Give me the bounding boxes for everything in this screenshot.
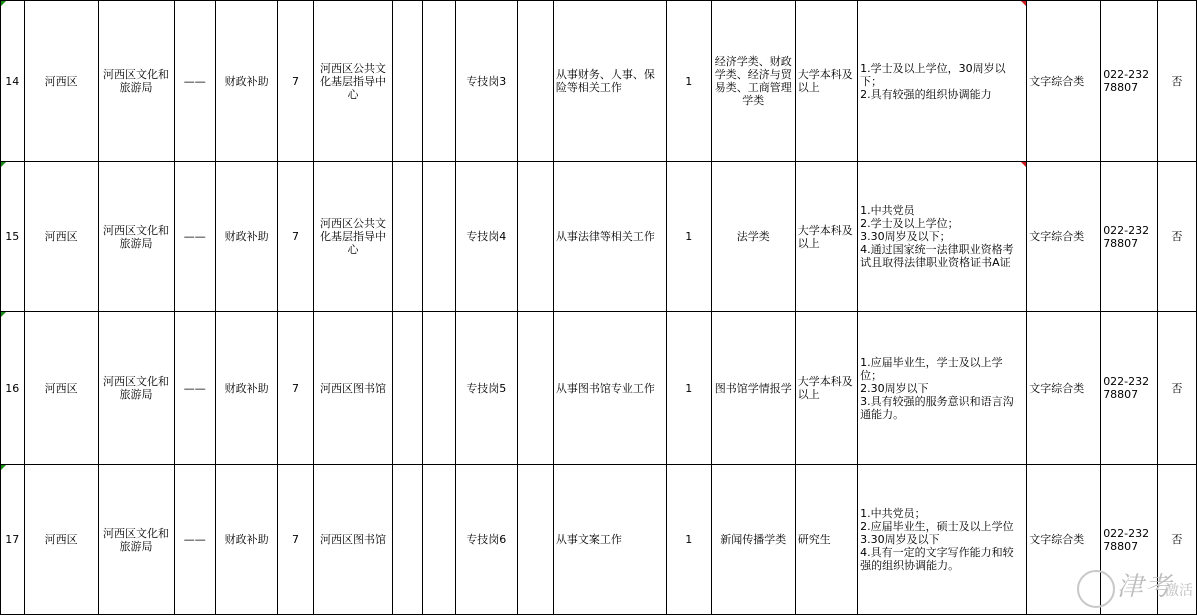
table-row [1, 1, 1197, 162]
watermark-activate: 激活 [1165, 583, 1193, 599]
cell-code: 7 [278, 1, 313, 162]
cell-major: 新闻传播学类 [711, 465, 795, 615]
cell-e1 [393, 312, 422, 465]
cell-count: 1 [666, 465, 711, 615]
cell-edu: 研究生 [795, 465, 857, 615]
cell-phone: 022-23278807 [1101, 465, 1157, 615]
cell-exam: 文字综合类 [1027, 312, 1101, 465]
comment-marker [1, 312, 6, 317]
cell-code: 7 [278, 465, 313, 615]
cell-count: 1 [666, 162, 711, 312]
comment-marker [1, 1, 6, 6]
cell-major: 经济学类、财政学类、经济与贸易类、工商管理学类 [711, 1, 795, 162]
cell-code: 7 [278, 162, 313, 312]
cell-flag: 否 [1157, 465, 1196, 615]
cell-phone: 022-23278807 [1101, 312, 1157, 465]
cell-district: 河西区 [24, 312, 98, 465]
cell-funding: 财政补助 [215, 465, 277, 615]
cell-post: 专技岗5 [455, 312, 517, 465]
cell-req: 1.应届毕业生，学士及以上学位； 2.30周岁以下 3.具有较强的服务意识和语言沟通能力。 [858, 312, 1027, 465]
cell-edu: 大学本科及以上 [795, 1, 857, 162]
cell-post: 专技岗4 [455, 162, 517, 312]
cell-district: 河西区 [24, 162, 98, 312]
cell-district: 河西区 [24, 465, 98, 615]
cell-edu: 大学本科及以上 [795, 312, 857, 465]
cell-no: 16 [1, 312, 25, 465]
cell-dept: 河西区文化和旅游局 [98, 312, 174, 465]
cell-funding: 财政补助 [215, 1, 277, 162]
cell-unit: 河西区图书馆 [313, 465, 393, 615]
cell-post: 专技岗3 [455, 1, 517, 162]
cell-dept: 河西区文化和旅游局 [98, 162, 174, 312]
cell-req: 1.中共党员 2.学士及以上学位； 3.30周岁及以下； 4.通过国家统一法律职业资格考试且取得法律职业资格证书A证 [858, 162, 1027, 312]
cell-duty: 从事图书馆专业工作 [553, 312, 666, 465]
cell-dash: —— [174, 312, 215, 465]
cell-flag: 否 [1157, 1, 1196, 162]
cell-dash: —— [174, 162, 215, 312]
cell-e1 [393, 465, 422, 615]
cell-post: 专技岗6 [455, 465, 517, 615]
cell-e2 [422, 162, 455, 312]
cell-exam: 文字综合类 [1027, 1, 1101, 162]
cell-no: 17 [1, 465, 25, 615]
cell-req: 1.中共党员； 2.应届毕业生，硕士及以上学位 3.30周岁及以下 4.具有一定的文字写作能力和较强的组织协调能力。 [858, 465, 1027, 615]
comment-marker [1, 162, 6, 167]
comment-marker [1, 465, 6, 470]
cell-exam: 文字综合类 [1027, 465, 1101, 615]
table-row [1, 312, 1197, 465]
cell-edu: 大学本科及以上 [795, 162, 857, 312]
cell-req: 1.学士及以上学位，30周岁以下； 2.具有较强的组织协调能力 [858, 1, 1027, 162]
comment-marker [1021, 1, 1026, 6]
watermark-brand: 津考 [1117, 572, 1174, 602]
table-row [1, 162, 1197, 312]
cell-unit: 河西区图书馆 [313, 312, 393, 465]
cell-dept: 河西区文化和旅游局 [98, 1, 174, 162]
cell-district: 河西区 [24, 1, 98, 162]
cell-unit: 河西区公共文化基层指导中心 [313, 162, 393, 312]
watermark [1047, 556, 1197, 616]
cell-no: 15 [1, 162, 25, 312]
cell-dept: 河西区文化和旅游局 [98, 465, 174, 615]
cell-duty: 从事财务、人事、保险等相关工作 [553, 1, 666, 162]
cell-flag: 否 [1157, 162, 1196, 312]
cell-e3 [517, 1, 553, 162]
cell-funding: 财政补助 [215, 162, 277, 312]
cell-funding: 财政补助 [215, 312, 277, 465]
cell-e1 [393, 1, 422, 162]
cell-phone: 022-23278807 [1101, 162, 1157, 312]
cell-code: 7 [278, 312, 313, 465]
table-row [1, 465, 1197, 615]
cell-major: 图书馆学情报学 [711, 312, 795, 465]
cell-major: 法学类 [711, 162, 795, 312]
cell-e2 [422, 465, 455, 615]
cell-e2 [422, 312, 455, 465]
cell-flag: 否 [1157, 312, 1196, 465]
cell-e3 [517, 162, 553, 312]
cell-duty: 从事文案工作 [553, 465, 666, 615]
cell-exam: 文字综合类 [1027, 162, 1101, 312]
cell-count: 1 [666, 1, 711, 162]
cell-e3 [517, 312, 553, 465]
comment-marker [1021, 162, 1026, 167]
cell-dash: —— [174, 1, 215, 162]
cell-no: 14 [1, 1, 25, 162]
cell-duty: 从事法律等相关工作 [553, 162, 666, 312]
cell-dash: —— [174, 465, 215, 615]
cell-phone: 022-23278807 [1101, 1, 1157, 162]
cell-count: 1 [666, 312, 711, 465]
cell-e1 [393, 162, 422, 312]
cell-unit: 河西区公共文化基层指导中心 [313, 1, 393, 162]
wechat-icon [1077, 570, 1115, 608]
cell-e2 [422, 1, 455, 162]
cell-e3 [517, 465, 553, 615]
